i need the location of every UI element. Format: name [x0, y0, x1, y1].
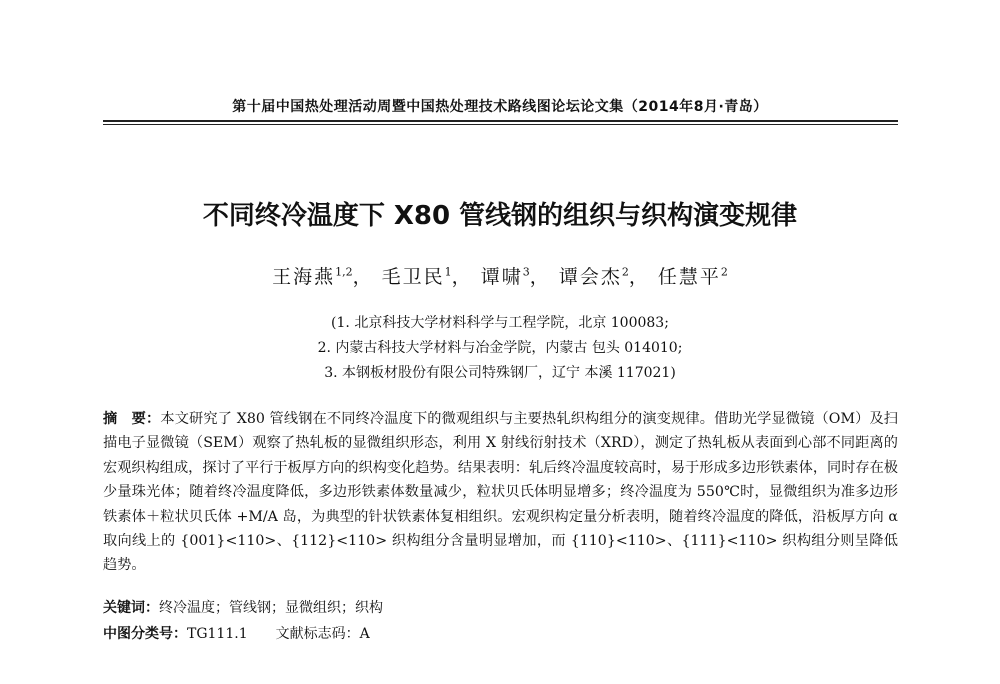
author-affil-ref: 1,2 — [335, 265, 353, 279]
keywords-label: 关键词： — [103, 600, 159, 616]
affiliation-1: (1. 北京科技大学材料科学与工程学院，北京 100083; — [331, 315, 669, 331]
author-name: 王海燕 — [272, 266, 336, 288]
keywords-text: 终冷温度；管线钢；显微组织；织构 — [159, 600, 383, 616]
author-separator: ， — [529, 266, 551, 288]
author-name: 谭啸 — [480, 266, 523, 288]
doc-code-label: 文献标志码： — [275, 626, 360, 642]
author-name: 谭会杰 — [558, 266, 622, 288]
proceedings-header: 第十届中国热处理活动周暨中国热处理技术路线图论坛论文集（2014年8月·青岛） — [232, 99, 768, 115]
abstract — [103, 407, 898, 578]
author-name: 毛卫民 — [381, 266, 445, 288]
author-separator: ， — [352, 266, 374, 288]
author-name: 任慧平 — [657, 266, 721, 288]
author-affil-ref: 2 — [720, 265, 728, 279]
classification-label: 中图分类号： — [103, 626, 187, 642]
author-list — [0, 262, 1000, 289]
author-separator: ， — [451, 266, 473, 288]
header-rule-thin — [103, 124, 898, 125]
author-affil-ref: 1 — [444, 265, 452, 279]
abstract-label: 摘 要： — [103, 411, 161, 427]
classification-code: TG111.1 — [187, 626, 248, 642]
classification-line — [103, 623, 898, 643]
affiliation-3: 3. 本钢板材股份有限公司特殊钢厂，辽宁 本溪 117021) — [324, 365, 676, 381]
keywords — [103, 597, 898, 617]
author-separator: ， — [628, 266, 650, 288]
author-affil-ref: 2 — [621, 265, 629, 279]
abstract-text: 本文研究了 X80 管线钢在不同终冷温度下的微观组织与主要热轧织构组分的演变规律。借助光学显微镜（OM）及扫描电子显微镜（SEM）观察了热轧板的显微组织形态，利用 X 射线衍射技术（XRD），测定了热轧板从表面到心部不同距离的宏观织构组成，探讨了平行于板厚方向的织构变化趋势。结果表明：轧后终冷温度较高时，易于形成多边形铁素体，同时存在极少量珠光体；随着终冷温度降低，多边形铁素体数量减少，粒状贝氏体明显增多；终冷温度为 550℃时，显微组织为准多边形铁素体＋粒状贝氏体 +M/A 岛，为典型的针状铁素体复相组织。宏观织构定量分析表明，随着终冷温度的降低，沿板厚方向 α 取向线上的 {001}<110>、{112}<110> 织构组分含量明显增加，而 {110}<110>、{111}<110> 织构组分则呈降低趋势。 — [103, 411, 898, 574]
header-rule-thick — [103, 120, 898, 122]
affiliation-2: 2. 内蒙古科技大学材料与冶金学院，内蒙古 包头 014010; — [317, 340, 683, 356]
doc-code: A — [359, 626, 370, 642]
author-affil-ref: 3 — [522, 265, 530, 279]
paper-title: 不同终冷温度下 X80 管线钢的组织与织构演变规律 — [202, 201, 798, 231]
